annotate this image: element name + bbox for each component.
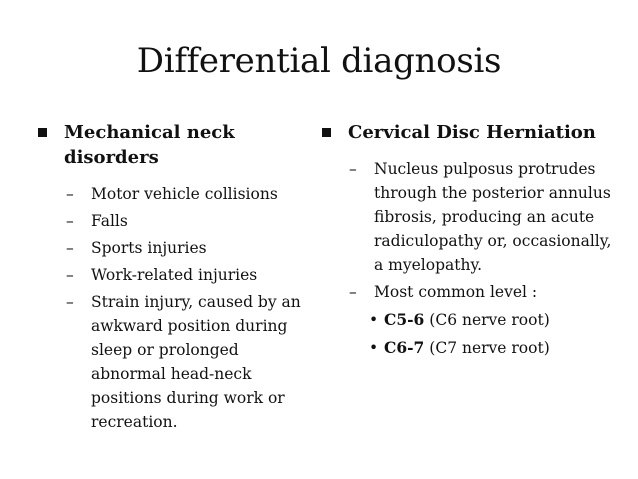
- left-heading-text: Mechanical neck disorders: [64, 122, 235, 168]
- right-column: [322, 120, 622, 360]
- list-item: – Most common level :: [349, 283, 538, 301]
- level-item: • C6-7 (C7 nerve root): [369, 338, 550, 357]
- left-heading: [38, 120, 318, 170]
- list-item: – Work-related injuries: [66, 266, 258, 284]
- list-item: – Nucleus pulposus protrudes through the posterior annulus fibrosis, producing an acute radiculopathy or, occasionally, a myelopathy.: [349, 160, 612, 274]
- list-item: – Falls: [66, 212, 128, 230]
- slide-title: Differential diagnosis: [136, 41, 502, 81]
- left-column: [38, 120, 318, 437]
- square-bullet-icon: [322, 128, 331, 137]
- level-item: • C5-6 (C6 nerve root): [369, 310, 550, 329]
- list-item: – Motor vehicle collisions: [66, 185, 278, 203]
- list-item: – Sports injuries: [66, 239, 207, 257]
- list-item: – Strain injury, caused by an awkward position during sleep or prolonged abnormal head-neck positions during work or recreation.: [66, 293, 301, 431]
- square-bullet-icon: [38, 128, 47, 137]
- right-heading: [322, 120, 622, 145]
- right-heading-text: Cervical Disc Herniation: [348, 122, 596, 143]
